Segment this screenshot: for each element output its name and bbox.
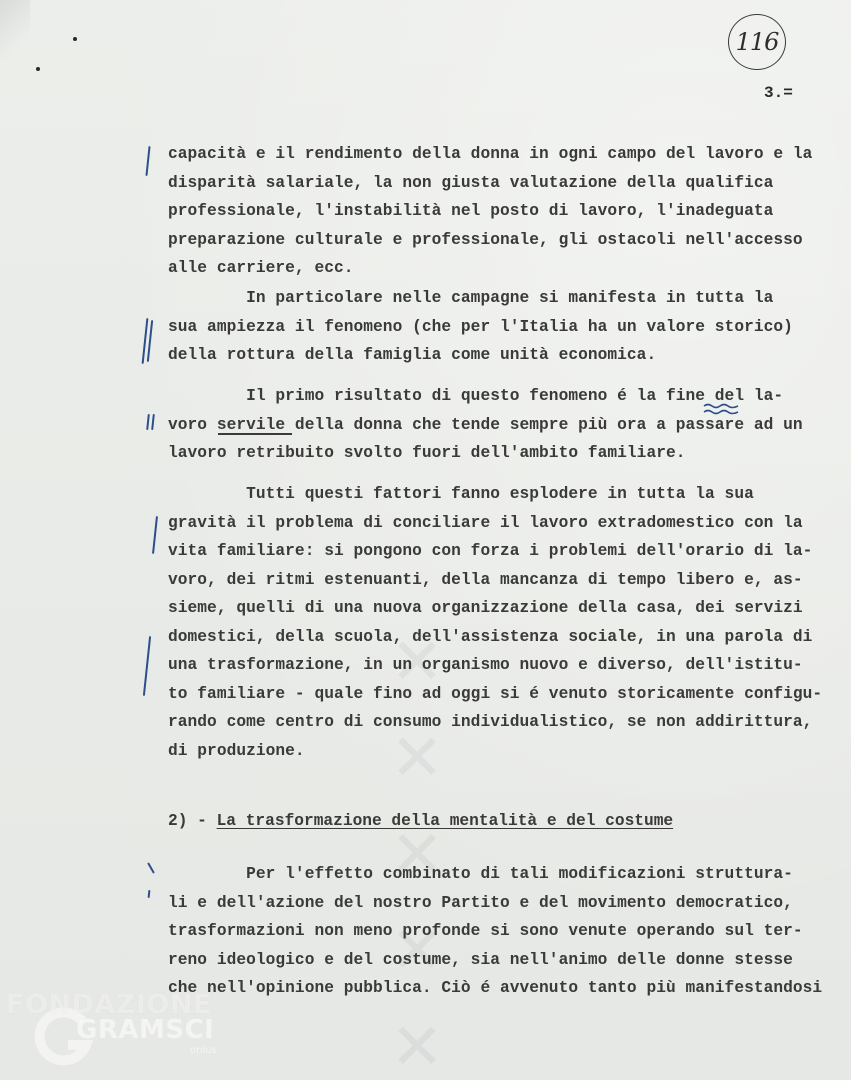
- section-heading: [168, 812, 673, 830]
- typed-underline-servile: [218, 433, 292, 435]
- text-line: sieme, quelli di una nuova organizzazione della casa, dei servizi: [168, 599, 803, 617]
- margin-pen-mark: [145, 146, 150, 176]
- watermark-line-1: FONDAZIONE: [6, 989, 212, 1020]
- margin-pen-mark: [148, 890, 151, 898]
- typed-sheet-number: 3.=: [764, 84, 793, 102]
- paragraph-4: [168, 480, 828, 765]
- paragraph-1: [168, 140, 828, 283]
- text-line: voro servile della donna che tende sempre più ora a passare ad un: [168, 415, 803, 434]
- text-line: In particolare nelle campagne si manifesta in tutta la: [168, 289, 774, 307]
- text-line: capacità e il rendimento della donna in ogni campo del lavoro e la: [168, 145, 813, 163]
- margin-pen-mark: [147, 862, 155, 873]
- paragraph-3: [168, 382, 828, 468]
- margin-pen-mark: [143, 636, 151, 696]
- margin-pen-mark: [146, 414, 150, 430]
- text-line: di produzione.: [168, 741, 305, 760]
- text-line: reno ideologico e del costume, sia nell'animo delle donne stesse: [168, 950, 793, 969]
- text-line: sua ampiezza il fenomeno (che per l'Italia ha un valore storico): [168, 317, 793, 336]
- margin-pen-mark: [152, 516, 158, 554]
- text-line: Per l'effetto combinato di tali modificazioni struttura-: [168, 865, 793, 883]
- text-line: professionale, l'instabilità nel posto di lavoro, l'inadeguata: [168, 202, 774, 220]
- ink-speck: [36, 67, 40, 71]
- text-line: domestici, della scuola, dell'assistenza sociale, in una parola di: [168, 627, 813, 646]
- text-line: gravità il problema di conciliare il lavoro extradomestico con la: [168, 513, 803, 532]
- paragraph-2: [168, 284, 828, 370]
- text-line: trasformazioni non meno profonde si sono venute operando sul ter-: [168, 922, 803, 940]
- text-line: disparità salariale, la non giusta valutazione della qualifica: [168, 173, 774, 192]
- text-line: della rottura della famiglia come unità economica.: [168, 346, 657, 364]
- handwritten-page-number: 116: [728, 14, 786, 70]
- pen-wavy-underline: [703, 403, 739, 415]
- section-number: 2) -: [168, 812, 217, 830]
- faded-stamp-watermark: ✕ ✕ ✕ ✕ ✕: [380, 620, 454, 1080]
- watermark-line-2: GRAMSCI: [76, 1015, 215, 1045]
- text-line: rando come centro di consumo individualistico, se non addirittura,: [168, 713, 813, 731]
- text-line: Il primo risultato di questo fenomeno é la fine del la-: [168, 387, 784, 405]
- text-line: preparazione culturale e professionale, gli ostacoli nell'accesso: [168, 230, 803, 249]
- ink-speck: [73, 37, 77, 41]
- page-corner-fold: [0, 0, 30, 60]
- margin-pen-mark: [151, 414, 155, 430]
- text-line: che nell'opinione pubblica. Ciò é avvenuto tanto più manifestandosi: [168, 979, 823, 997]
- text-line: alle carriere, ecc.: [168, 259, 354, 277]
- text-line: vita familiare: si pongono con forza i problemi dell'orario di la-: [168, 542, 813, 560]
- text-line: lavoro retribuito svolto fuori dell'ambito familiare.: [168, 444, 686, 462]
- text-line: voro, dei ritmi estenuanti, della mancanza di tempo libero e, as-: [168, 570, 803, 589]
- section-title: La trasformazione della mentalità e del costume: [216, 812, 674, 830]
- text-line: to familiare - quale fino ad oggi si é venuto storicamente configu-: [168, 684, 823, 703]
- text-line: Tutti questi fattori fanno esplodere in tutta la sua: [168, 485, 754, 503]
- fondazione-gramsci-watermark: [4, 985, 224, 1075]
- watermark-suffix: onlus: [190, 1045, 217, 1056]
- margin-pen-mark: [147, 320, 153, 362]
- text-line: una trasformazione, in un organismo nuovo e diverso, dell'istitu-: [168, 656, 803, 674]
- paragraph-5: [168, 860, 828, 1003]
- text-line: li e dell'azione del nostro Partito e del movimento democratico,: [168, 893, 793, 912]
